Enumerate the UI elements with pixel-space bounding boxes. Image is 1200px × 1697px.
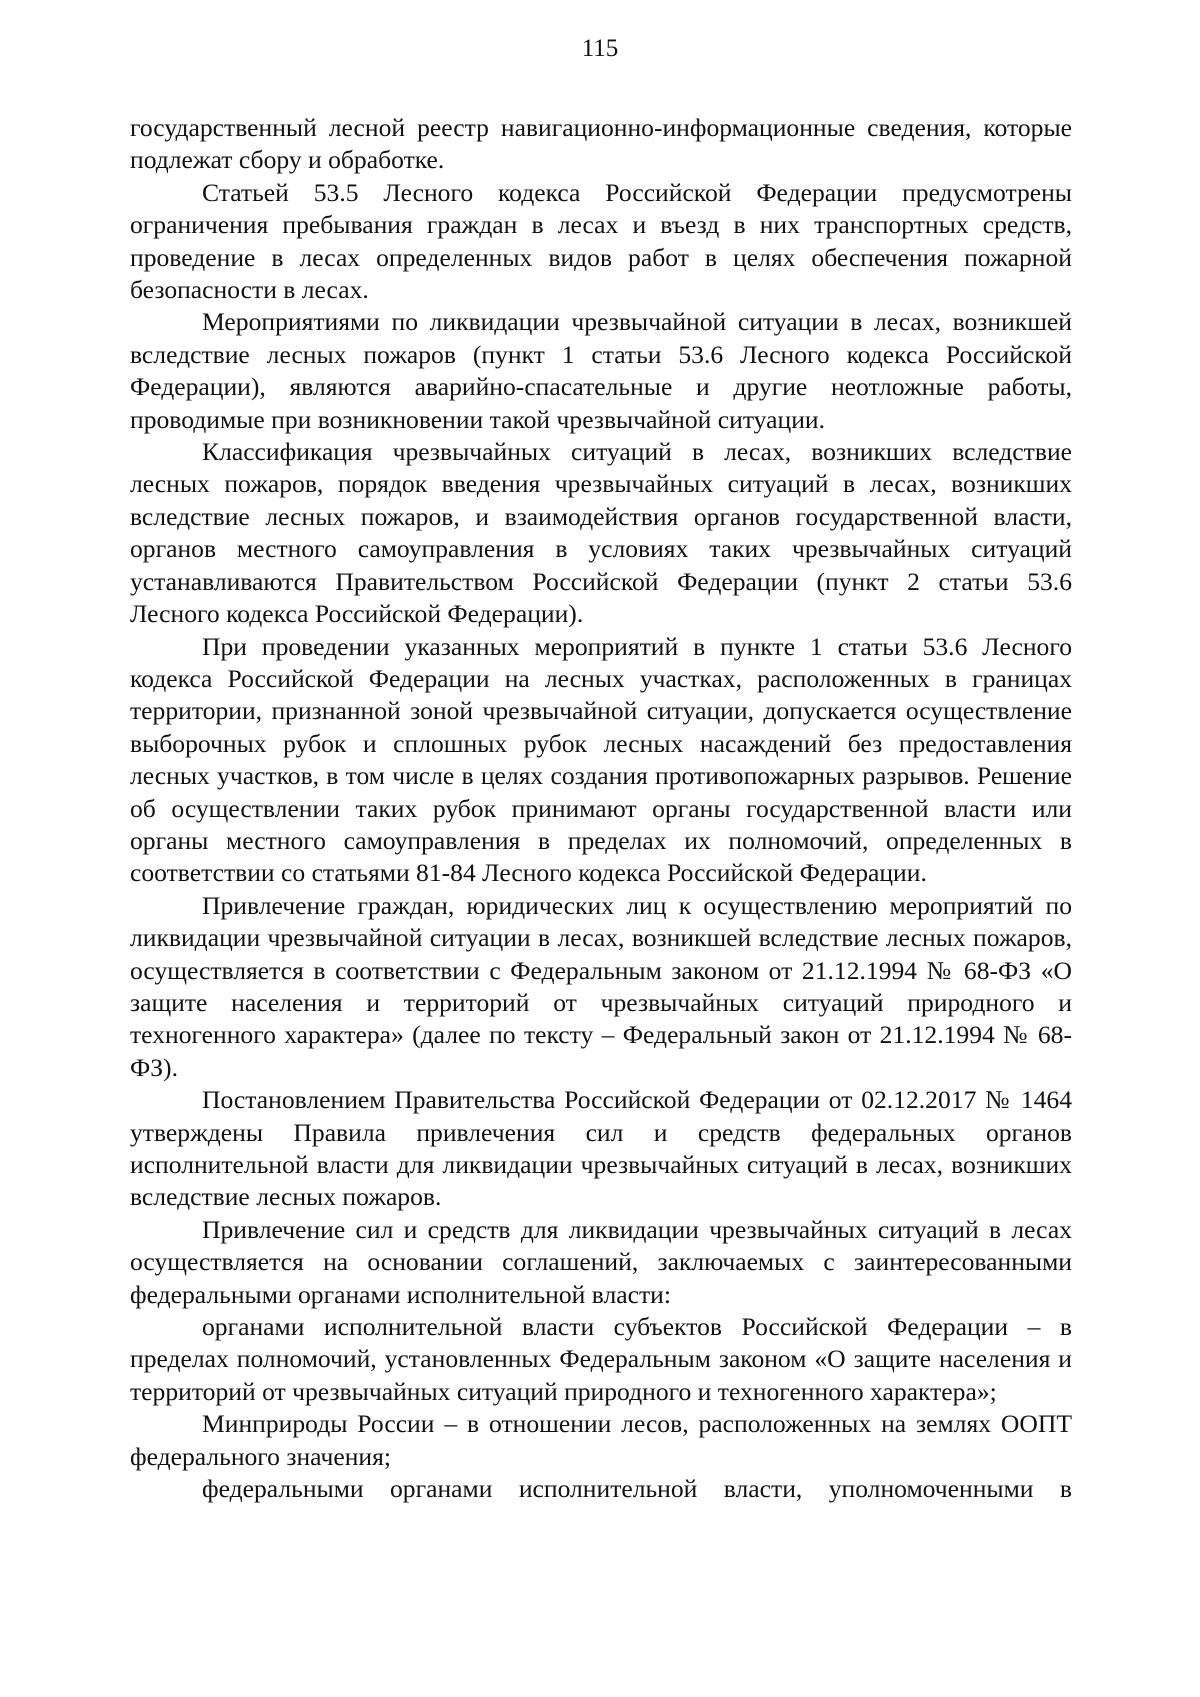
paragraph-logging: При проведении указанных мероприятий в пункте 1 статьи 53.6 Лесного кодекса Российской Федерации на лесных участках, расположенных в границах территории, признанной зоной чрезвычайной ситуации, допускается осуществление выборочных рубок и сплошных рубок лесных насаждений без предоставления лесных участков, в том числе в целях создания противопожарных разрывов. Решение об осуществлении таких рубок принимают органы государственной власти или органы местного самоуправления в пределах их полномочий, определенных в соответствии со статьями 81-84 Лесного кодекса Российской Федерации. bbox=[130, 631, 1072, 888]
list-item-regional-authorities: органами исполнительной власти субъектов Российской Федерации – в пределах полномочий, установленных Федеральным законом «О защите населения и территорий от чрезвычайных ситуаций природного и техногенного характера»; bbox=[130, 1312, 1072, 1406]
paragraph-resolution: Постановлением Правительства Российской Федерации от 02.12.2017 № 1464 утверждены Правила привлечения сил и средств федеральных органов исполнительной власти для ликвидации чрезвычайных ситуаций в лесах, возникших вследствие лесных пожаров. bbox=[130, 1085, 1072, 1212]
page-number: 115 bbox=[581, 35, 619, 62]
paragraph-involvement: Привлечение граждан, юридических лиц к осуществлению мероприятий по ликвидации чрезвычайной ситуации в лесах, возникшей вследствие лесных пожаров, осуществляется в соответствии с Федеральным законом от 21.12.1994 № 68-ФЗ «О защите населения и территорий от чрезвычайных ситуаций природного и техногенного характера» (далее по тексту – Федеральный закон от 21.12.1994 № 68-ФЗ). bbox=[130, 890, 1072, 1082]
paragraph-article-53-5: Статьей 53.5 Лесного кодекса Российской Федерации предусмотрены ограничения пребывания граждан в лесах и въезд в них транспортных средств, проведение в лесах определенных видов работ в целях обеспечения пожарной безопасности в лесах. bbox=[130, 177, 1072, 305]
paragraph-emergency-measures: Мероприятиями по ликвидации чрезвычайной ситуации в лесах, возникшей вследствие лесных пожаров (пункт 1 статьи 53.6 Лесного кодекса Российской Федерации), являются аварийно-спасательные и другие неотложные работы, проводимые при возникновении такой чрезвычайной ситуации. bbox=[130, 307, 1072, 434]
list-item-ministry: Минприроды России – в отношении лесов, расположенных на землях ООПТ федерального значения; bbox=[130, 1409, 1072, 1471]
paragraph-continuation: государственный лесной реестр навигационно-информационные сведения, которые подлежат сбору и обработке. bbox=[130, 113, 1072, 175]
paragraph-agreements: Привлечение сил и средств для ликвидации чрезвычайных ситуаций в лесах осуществляется на основании соглашений, заключаемых с заинтересованными федеральными органами исполнительной власти: bbox=[130, 1214, 1072, 1309]
paragraph-classification: Классификация чрезвычайных ситуаций в лесах, возникших вследствие лесных пожаров, порядок введения чрезвычайных ситуаций в лесах, возникших вследствие лесных пожаров, и взаимодействия органов государственной власти, органов местного самоуправления в условиях таких чрезвычайных ситуаций устанавливаются Правительством Российской Федерации (пункт 2 статьи 53.6 Лесного кодекса Российской Федерации). bbox=[130, 437, 1072, 629]
body-text bbox=[130, 112, 1072, 1505]
list-item-federal-authorities: федеральными органами исполнительной власти, уполномоченными в bbox=[202, 1474, 1072, 1504]
